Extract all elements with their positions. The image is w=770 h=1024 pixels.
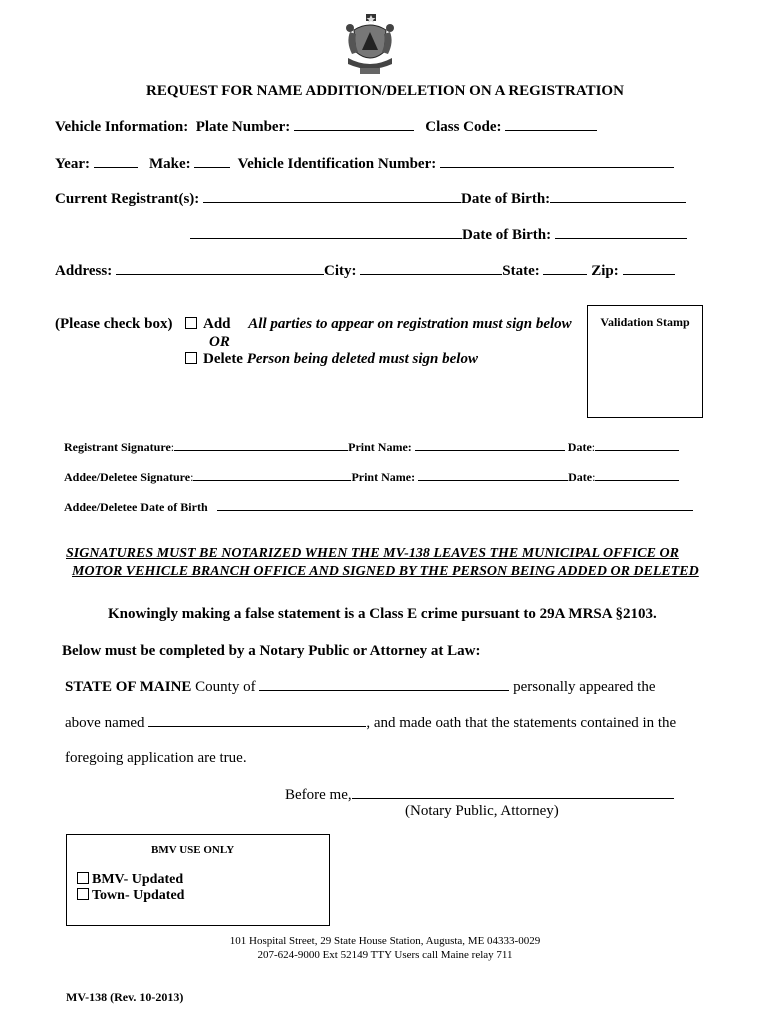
second-registrant-row [190, 226, 687, 244]
add-option[interactable] [185, 316, 572, 333]
year-make-vin-row [55, 155, 674, 173]
vehicle-info-row [55, 118, 597, 136]
city-label: City: [323, 263, 357, 279]
print-name-field-1[interactable] [415, 440, 565, 451]
add-note: All parties to appear on registration must sign below [248, 316, 572, 332]
addee-dob-field[interactable] [217, 508, 693, 511]
current-registrant-field[interactable] [203, 190, 461, 203]
town-updated-label: Town- Updated [92, 888, 185, 903]
footer-address: 101 Hospital Street, 29 State House Station, Augusta, ME 04333-0029 [229, 935, 541, 947]
address-row [55, 262, 675, 280]
date-label-1: Date [567, 440, 592, 454]
year-label: Year: [55, 156, 90, 172]
bmv-updated-label: BMV- Updated [92, 872, 184, 887]
county-label: County of [195, 679, 256, 695]
state-label: State: [502, 263, 540, 279]
make-field[interactable] [194, 155, 230, 168]
form-id: MV-138 (Rev. 10-2013) [66, 990, 184, 1004]
bmv-use-only-title: BMV USE ONLY [151, 844, 235, 856]
addee-dob-row [64, 500, 693, 515]
dob-field-1[interactable] [550, 190, 686, 203]
notary-heading: Below must be completed by a Notary Public or Attorney at Law: [62, 643, 481, 659]
state-of-maine: STATE OF MAINE [65, 679, 192, 695]
delete-option[interactable] [185, 351, 478, 368]
or-label: OR [209, 334, 230, 350]
above-named-label: above named [65, 715, 145, 731]
town-updated-checkbox[interactable] [77, 888, 89, 900]
foregoing-text: foregoing application are true. [65, 750, 247, 766]
notice-line-2: MOTOR VEHICLE BRANCH OFFICE AND SIGNED BY THE PERSON BEING ADDED OR DELETED [72, 564, 699, 579]
vin-field[interactable] [440, 155, 674, 168]
date-field-1[interactable] [595, 440, 679, 451]
validation-stamp-box [587, 305, 703, 418]
addee-dob-label: Addee/Deletee Date of Birth [64, 500, 208, 514]
oath-text: , and made oath that the statements contained in the [366, 715, 677, 731]
plate-label: Plate Number: [195, 119, 291, 135]
address-label: Address: [55, 263, 113, 279]
registrant-signature-label: Registrant Signature [64, 440, 171, 454]
dob-label-1: Date of Birth: [461, 191, 551, 207]
town-updated-option[interactable] [77, 888, 184, 904]
address-field[interactable] [116, 262, 324, 275]
addee-signature-field[interactable] [193, 470, 351, 481]
form-title: REQUEST FOR NAME ADDITION/DELETION ON A REGISTRATION [146, 83, 624, 99]
bmv-use-only-box [66, 834, 330, 926]
county-field[interactable] [259, 678, 509, 691]
dob-field-2[interactable] [555, 226, 687, 239]
registrant-signature-field[interactable] [174, 440, 348, 451]
date-label-2: Date [568, 470, 593, 484]
addee-signature-row: Addee/Deletee Signature: Print Name: Date: [64, 470, 679, 485]
bmv-updated-option[interactable] [77, 872, 183, 888]
plate-number-field[interactable] [294, 118, 414, 131]
bmv-updated-checkbox[interactable] [77, 872, 89, 884]
city-field[interactable] [360, 262, 502, 275]
appeared-label: personally appeared the [513, 679, 656, 695]
before-me-row [285, 786, 674, 804]
class-code-label: Class Code: [425, 119, 502, 135]
false-statement-warning: Knowingly making a false statement is a Class E crime pursuant to 29A MRSA §2103. [108, 606, 657, 622]
before-me-label: Before me, [285, 787, 352, 803]
state-field[interactable] [543, 262, 587, 275]
validation-stamp-label: Validation Stamp [600, 315, 690, 329]
notary-signature-field[interactable] [352, 786, 674, 799]
delete-label: Delete [203, 351, 243, 367]
state-seal-icon [340, 12, 400, 78]
dob-label-2: Date of Birth: [462, 227, 552, 243]
current-registrant-label: Current Registrant(s): [55, 191, 200, 207]
add-label: Add [203, 316, 231, 332]
vehicle-info-label: Vehicle Information: [55, 119, 189, 135]
please-check-label: (Please check box) [55, 316, 173, 332]
year-field[interactable] [94, 155, 138, 168]
notice-line-1: SIGNATURES MUST BE NOTARIZED WHEN THE MV-138 LEAVES THE MUNICIPAL OFFICE OR [66, 546, 679, 561]
make-label: Make: [148, 156, 191, 172]
print-name-label-2: Print Name: [351, 470, 416, 484]
second-registrant-field[interactable] [190, 226, 462, 239]
addee-signature-label: Addee/Deletee Signature [64, 470, 191, 484]
add-checkbox[interactable] [185, 317, 197, 329]
current-registrant-row [55, 190, 686, 208]
delete-checkbox[interactable] [185, 352, 197, 364]
print-name-field-2[interactable] [418, 470, 568, 481]
class-code-field[interactable] [505, 118, 597, 131]
registrant-signature-row: Registrant Signature: Print Name: Date: [64, 440, 679, 455]
zip-field[interactable] [623, 262, 675, 275]
footer-phone: 207-624-9000 Ext 52149 TTY Users call Maine relay 711 [257, 949, 513, 961]
notary-caption: (Notary Public, Attorney) [405, 803, 559, 819]
delete-note: Person being deleted must sign below [246, 351, 478, 367]
above-named-field[interactable] [148, 714, 366, 727]
notary-above-named-row [65, 714, 676, 732]
zip-label: Zip: [591, 263, 619, 279]
date-field-2[interactable] [595, 470, 679, 481]
vin-label: Vehicle Identification Number: [237, 156, 437, 172]
notary-county-row [65, 678, 656, 696]
print-name-label-1: Print Name: [348, 440, 412, 454]
